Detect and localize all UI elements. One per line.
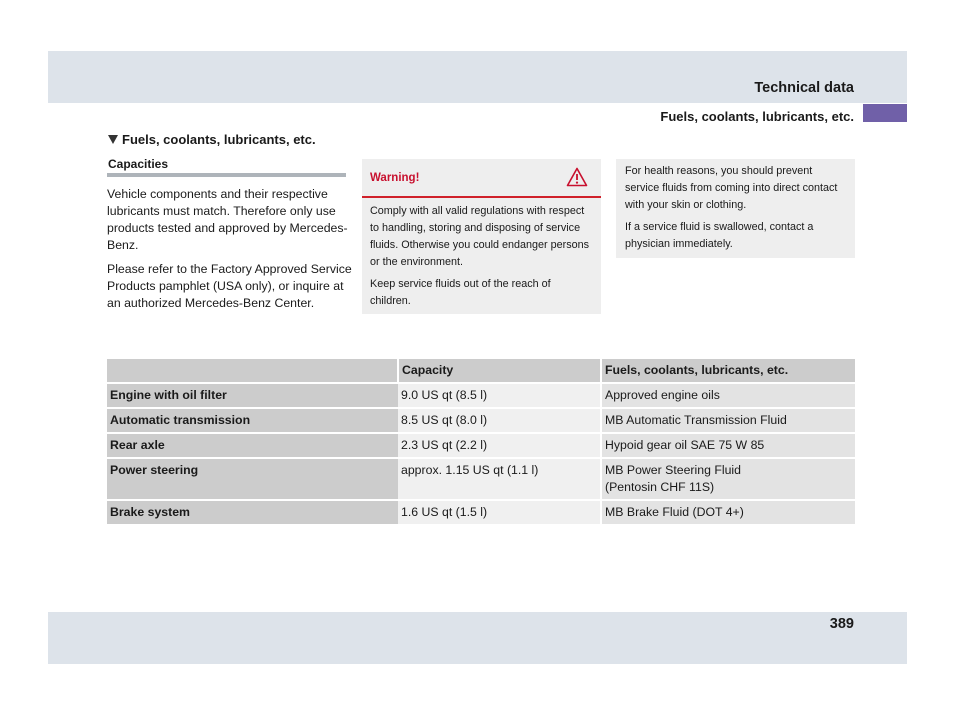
table-header-row — [107, 359, 855, 383]
component-cell: Brake system — [107, 500, 398, 525]
warning-box — [362, 159, 601, 314]
table-row — [107, 433, 855, 458]
capacity-cell: approx. 1.15 US qt (1.1 l) — [398, 458, 601, 500]
table-row — [107, 500, 855, 525]
chapter-tab — [863, 104, 907, 122]
fluid-text: MB Power Steering Fluid — [605, 463, 742, 477]
info-box — [616, 159, 855, 258]
fluid-cell — [601, 383, 855, 408]
fluid-text: Approved engine oils — [605, 388, 720, 402]
info-text-1: For health reasons, you should prevent service fluids from coming into direct contact with your skin or clothing. — [625, 165, 838, 211]
capacity-cell: 9.0 US qt (8.5 l) — [398, 383, 601, 408]
fluid-text: MB Brake Fluid (DOT 4+) — [605, 505, 744, 519]
fluid-cell — [601, 458, 855, 500]
subsection-title: Fuels, coolants, lubricants, etc. — [660, 109, 854, 124]
capacities-rule — [107, 173, 346, 177]
triangle-down-icon — [108, 135, 118, 144]
table-header-cell — [107, 359, 398, 383]
footer-band — [48, 612, 907, 664]
fluid-cell — [601, 500, 855, 525]
intro-paragraph-2: Please refer to the Factory Approved Service Products pamphlet (USA only), or inquire at an authorized Mercedes-Benz Center. — [107, 262, 352, 310]
table-header-cell: Fuels, coolants, lubricants, etc. — [601, 359, 855, 383]
fluid-text-detail: (Pentosin CHF 11S) — [605, 480, 715, 494]
fluid-text: Hypoid gear oil SAE 75 W 85 — [605, 438, 765, 452]
capacities-table — [107, 359, 855, 526]
warning-header — [362, 159, 601, 198]
fluid-cell — [601, 408, 855, 433]
capacity-cell: 8.5 US qt (8.0 l) — [398, 408, 601, 433]
fluid-text: MB Automatic Transmission Fluid — [605, 413, 787, 427]
table-row — [107, 383, 855, 408]
section-title: Technical data — [754, 80, 854, 96]
fluid-cell — [601, 433, 855, 458]
capacities-label: Capacities — [108, 157, 169, 171]
warning-text-2: Keep service fluids out of the reach of children. — [370, 278, 551, 307]
page-number: 389 — [829, 616, 854, 632]
page-heading-text: Fuels, coolants, lubricants, etc. — [122, 132, 316, 147]
table-header-cell: Capacity — [398, 359, 601, 383]
warning-triangle-icon — [566, 167, 588, 187]
component-cell: Automatic transmission — [107, 408, 398, 433]
component-cell: Power steering — [107, 458, 398, 500]
capacity-cell: 1.6 US qt (1.5 l) — [398, 500, 601, 525]
component-cell: Engine with oil filter — [107, 383, 398, 408]
info-text-2: If a service fluid is swallowed, contact a physician immediately. — [625, 221, 814, 250]
warning-body — [362, 198, 601, 310]
capacity-cell: 2.3 US qt (2.2 l) — [398, 433, 601, 458]
component-cell: Rear axle — [107, 433, 398, 458]
intro-paragraph-1: Vehicle components and their respective lubricants must match. Therefore only use products tested and approved by Mercedes-Benz. — [107, 187, 348, 252]
table-row — [107, 408, 855, 433]
warning-text-1: Comply with all valid regulations with respect to handling, storing and disposing of service fluids. Otherwise you could endanger persons or the environment. — [370, 205, 590, 268]
warning-title: Warning! — [370, 172, 420, 184]
table-row — [107, 458, 855, 500]
page-heading — [108, 132, 316, 147]
